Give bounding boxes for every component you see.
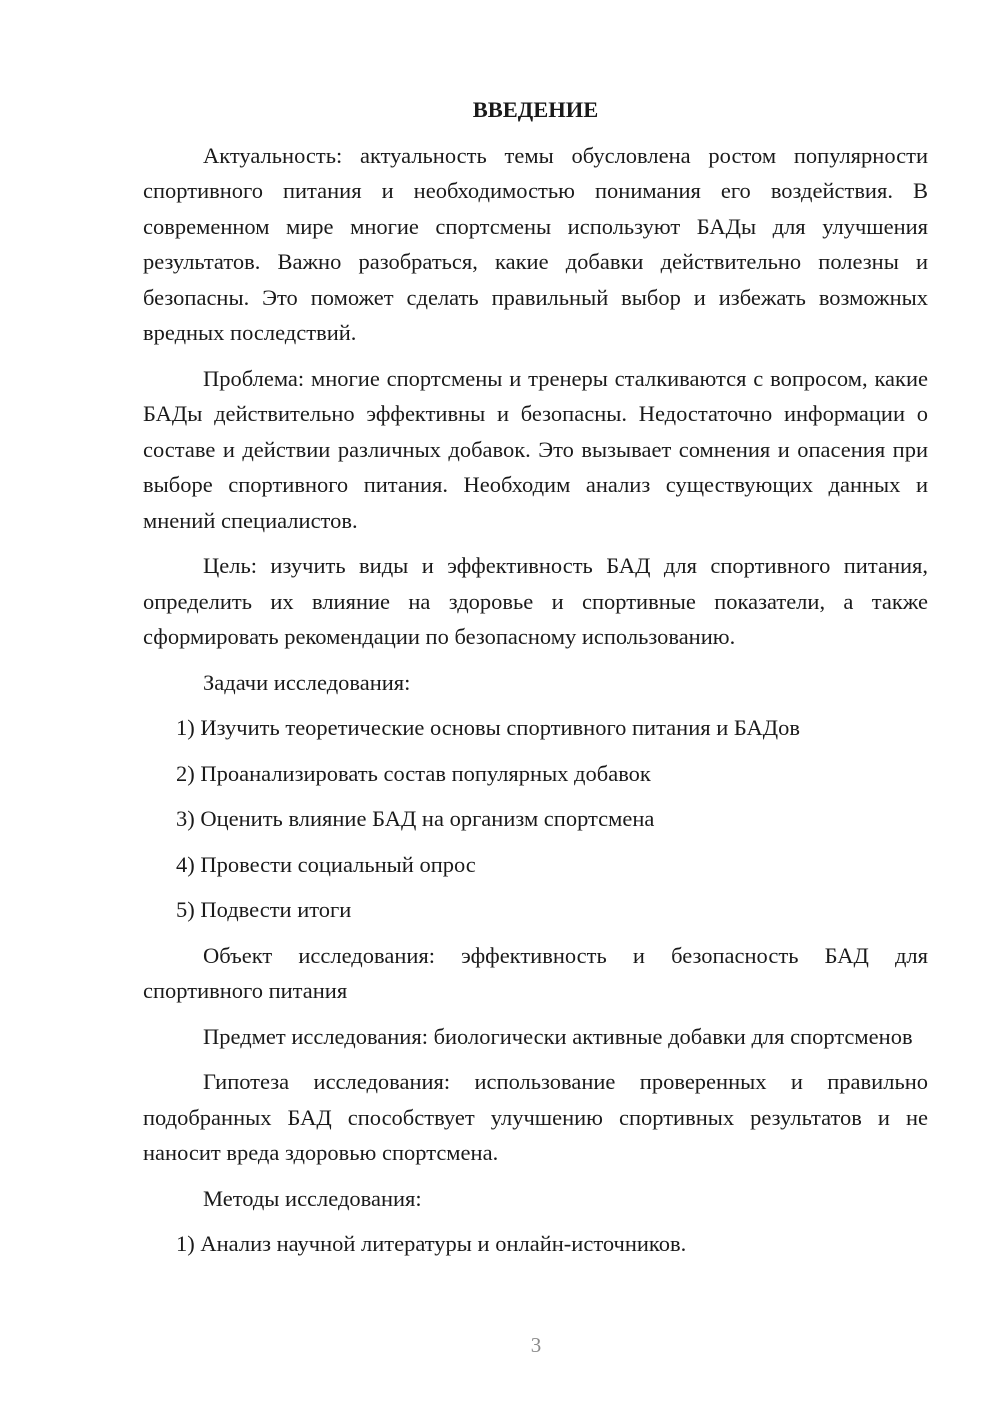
methods-list xyxy=(143,1226,928,1262)
paragraph-relevance: Актуальность: актуальность темы обусловлена ростом популярности спортивного питания и необходимостью понимания его воздействия. В современном мире многие спортсмены используют БАДы для улучшения результатов. Важно разобраться, какие добавки действительно полезны и безопасны. Это поможет сделать правильный выбор и избежать возможных вредных последствий. xyxy=(143,142,928,345)
page-title: ВВЕДЕНИЕ xyxy=(472,97,599,122)
list-item: 3) Оценить влияние БАД на организм спортсмена xyxy=(176,806,655,831)
paragraph-goal: Цель: изучить виды и эффективность БАД для спортивного питания, определить их влияние на здоровье и спортивные показатели, а также сформировать рекомендации по безопасному использованию. xyxy=(143,553,928,649)
tasks-list xyxy=(143,710,928,928)
paragraph-problem: Проблема: многие спортсмены и тренеры сталкиваются с вопросом, какие БАДы действительно эффективны и безопасны. Недостаточно информации о составе и действии различных добавок. Это вызывает сомнения и опасения при выборе спортивного питания. Необходим анализ существующих данных и мнений специалистов. xyxy=(143,365,928,533)
page-content xyxy=(143,92,928,1272)
paragraph-hypothesis: Гипотеза исследования: использование проверенных и правильно подобранных БАД способствует улучшению спортивных результатов и не наносит вреда здоровью спортсмена. xyxy=(143,1069,928,1165)
list-item: 4) Провести социальный опрос xyxy=(176,851,476,877)
paragraph-object: Объект исследования: эффективность и безопасность БАД для спортивного питания xyxy=(143,942,928,1003)
list-item: 1) Анализ научной литературы и онлайн-источников. xyxy=(176,1231,687,1256)
list-item: 2) Проанализировать состав популярных добавок xyxy=(176,760,651,786)
tasks-heading: Задачи исследования: xyxy=(203,669,411,695)
page-number: 3 xyxy=(530,1333,542,1357)
list-item: 5) Подвести итоги xyxy=(176,897,352,922)
list-item: 1) Изучить теоретические основы спортивного питания и БАДов xyxy=(176,715,800,740)
paragraph-subject: Предмет исследования: биологически активные добавки для спортсменов xyxy=(203,1023,913,1049)
methods-heading: Методы исследования: xyxy=(203,1185,422,1211)
